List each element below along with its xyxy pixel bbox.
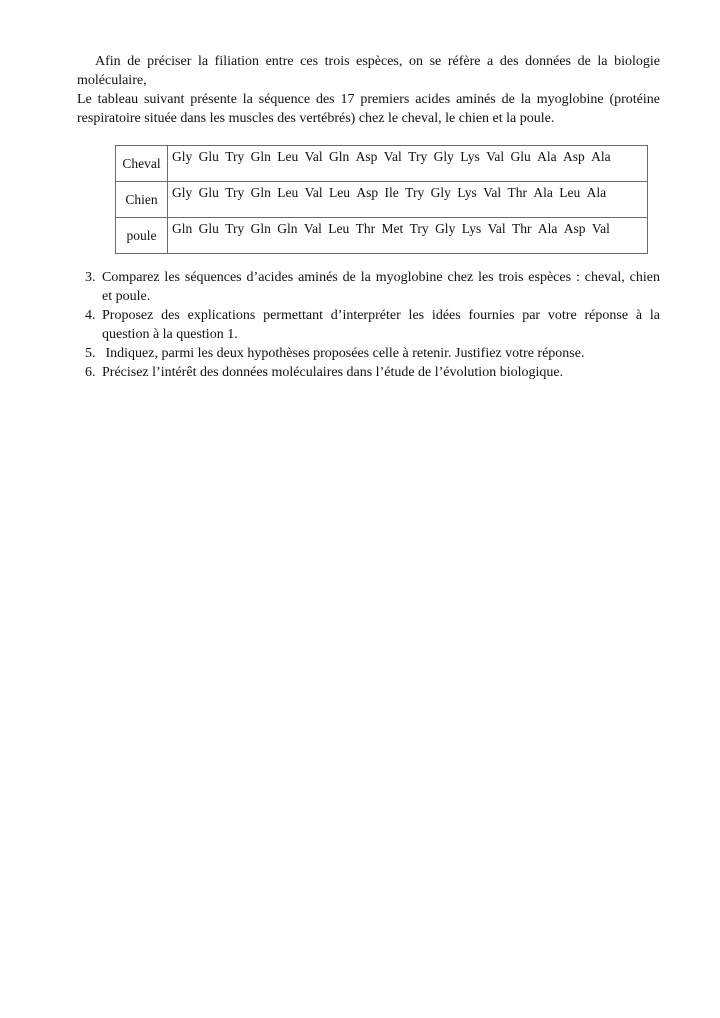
question-item [77, 306, 660, 344]
question-text-line: Comparez les séquences d’acides aminés de la myoglobine chez les trois espèces : cheval, chien [102, 270, 660, 285]
amino-acid: Val [304, 149, 323, 164]
amino-acid: Glu [198, 149, 219, 164]
amino-acid: Glu [198, 221, 219, 236]
amino-acid: Leu [277, 149, 299, 164]
amino-acid: Leu [329, 185, 351, 200]
amino-acid: Try [409, 221, 429, 236]
amino-acid: Gly [430, 185, 451, 200]
intro-line-4: respiratoire située dans les muscles des vertébrés) chez le cheval, le chien et la poule. [77, 111, 555, 126]
question-number: 5. [85, 346, 96, 361]
amino-acid: Met [381, 221, 404, 236]
amino-acid: Lys [460, 149, 480, 164]
species-cell: Chien [116, 182, 168, 218]
amino-acid: Val [486, 149, 505, 164]
table-row-cheval [116, 146, 648, 182]
amino-acid: Ala [537, 149, 557, 164]
amino-acid: Gln [329, 149, 350, 164]
amino-acid: Val [304, 185, 323, 200]
amino-acid: Ala [537, 221, 558, 236]
amino-acid: Gly [435, 221, 456, 236]
table-row-poule [116, 218, 648, 254]
question-item [77, 363, 660, 382]
amino-acid: Lys [457, 185, 477, 200]
intro-line-3: Le tableau suivant présente la séquence des 17 premiers acides aminés de la myoglobine (protéine [77, 92, 660, 107]
amino-acid: Asp [356, 185, 379, 200]
amino-acid: Thr [355, 221, 376, 236]
amino-acid: Gln [250, 185, 271, 200]
amino-acid: Try [225, 149, 245, 164]
amino-acid: Try [225, 185, 245, 200]
amino-acid: Gly [172, 185, 193, 200]
intro-paragraph [77, 52, 660, 128]
amino-acid: Ala [586, 185, 607, 200]
amino-acid: Gln [172, 221, 193, 236]
amino-acid: Ala [533, 185, 553, 200]
amino-acid: Try [408, 149, 428, 164]
amino-acid: Asp [355, 149, 378, 164]
intro-line-1: Afin de préciser la filiation entre ces trois espèces, on se réfère a des données de la biologie [95, 54, 660, 69]
intro-line-2: moléculaire, [77, 73, 147, 88]
amino-acid: Val [483, 185, 502, 200]
amino-acid: Leu [559, 185, 581, 200]
question-item [77, 268, 660, 306]
question-number: 3. [85, 270, 96, 285]
myoglobin-sequence-table [115, 145, 648, 254]
question-number: 4. [85, 308, 96, 323]
amino-acid: Gln [250, 149, 271, 164]
question-text-line: question à la question 1. [102, 327, 238, 342]
amino-acid: Gln [250, 221, 271, 236]
amino-acid: Val [591, 221, 610, 236]
sequence-cell [168, 182, 648, 218]
amino-acid: Val [383, 149, 402, 164]
table-row-chien [116, 182, 648, 218]
amino-acid: Leu [277, 185, 299, 200]
question-text-line: Indiquez, parmi les deux hypothèses proposées celle à retenir. Justifiez votre réponse. [102, 346, 585, 361]
sequence-cell [168, 218, 648, 254]
amino-acid: Ala [591, 149, 611, 164]
amino-acid: Asp [563, 221, 586, 236]
sequence-cell [168, 146, 648, 182]
amino-acid: Ile [384, 185, 399, 200]
question-text-line: Précisez l’intérêt des données moléculaires dans l’étude de l’évolution biologique. [102, 365, 564, 380]
amino-acid: Try [405, 185, 425, 200]
amino-acid: Gln [277, 221, 298, 236]
question-text-line: et poule. [102, 289, 151, 304]
species-cell: poule [116, 218, 168, 254]
amino-acid: Thr [511, 221, 532, 236]
amino-acid: Asp [562, 149, 585, 164]
amino-acid: Val [303, 221, 322, 236]
amino-acid: Val [487, 221, 506, 236]
amino-acid: Gly [172, 149, 193, 164]
question-item [77, 344, 660, 363]
question-number: 6. [85, 365, 96, 380]
amino-acid: Try [225, 221, 245, 236]
species-cell: Cheval [116, 146, 168, 182]
amino-acid: Leu [328, 221, 350, 236]
amino-acid: Lys [461, 221, 482, 236]
amino-acid: Gly [433, 149, 454, 164]
amino-acid: Glu [510, 149, 531, 164]
amino-acid: Thr [507, 185, 527, 200]
questions-list [77, 268, 660, 382]
question-text-line: Proposez des explications permettant d’interpréter les idées fournies par votre réponse à la [102, 308, 660, 323]
amino-acid: Glu [198, 185, 219, 200]
